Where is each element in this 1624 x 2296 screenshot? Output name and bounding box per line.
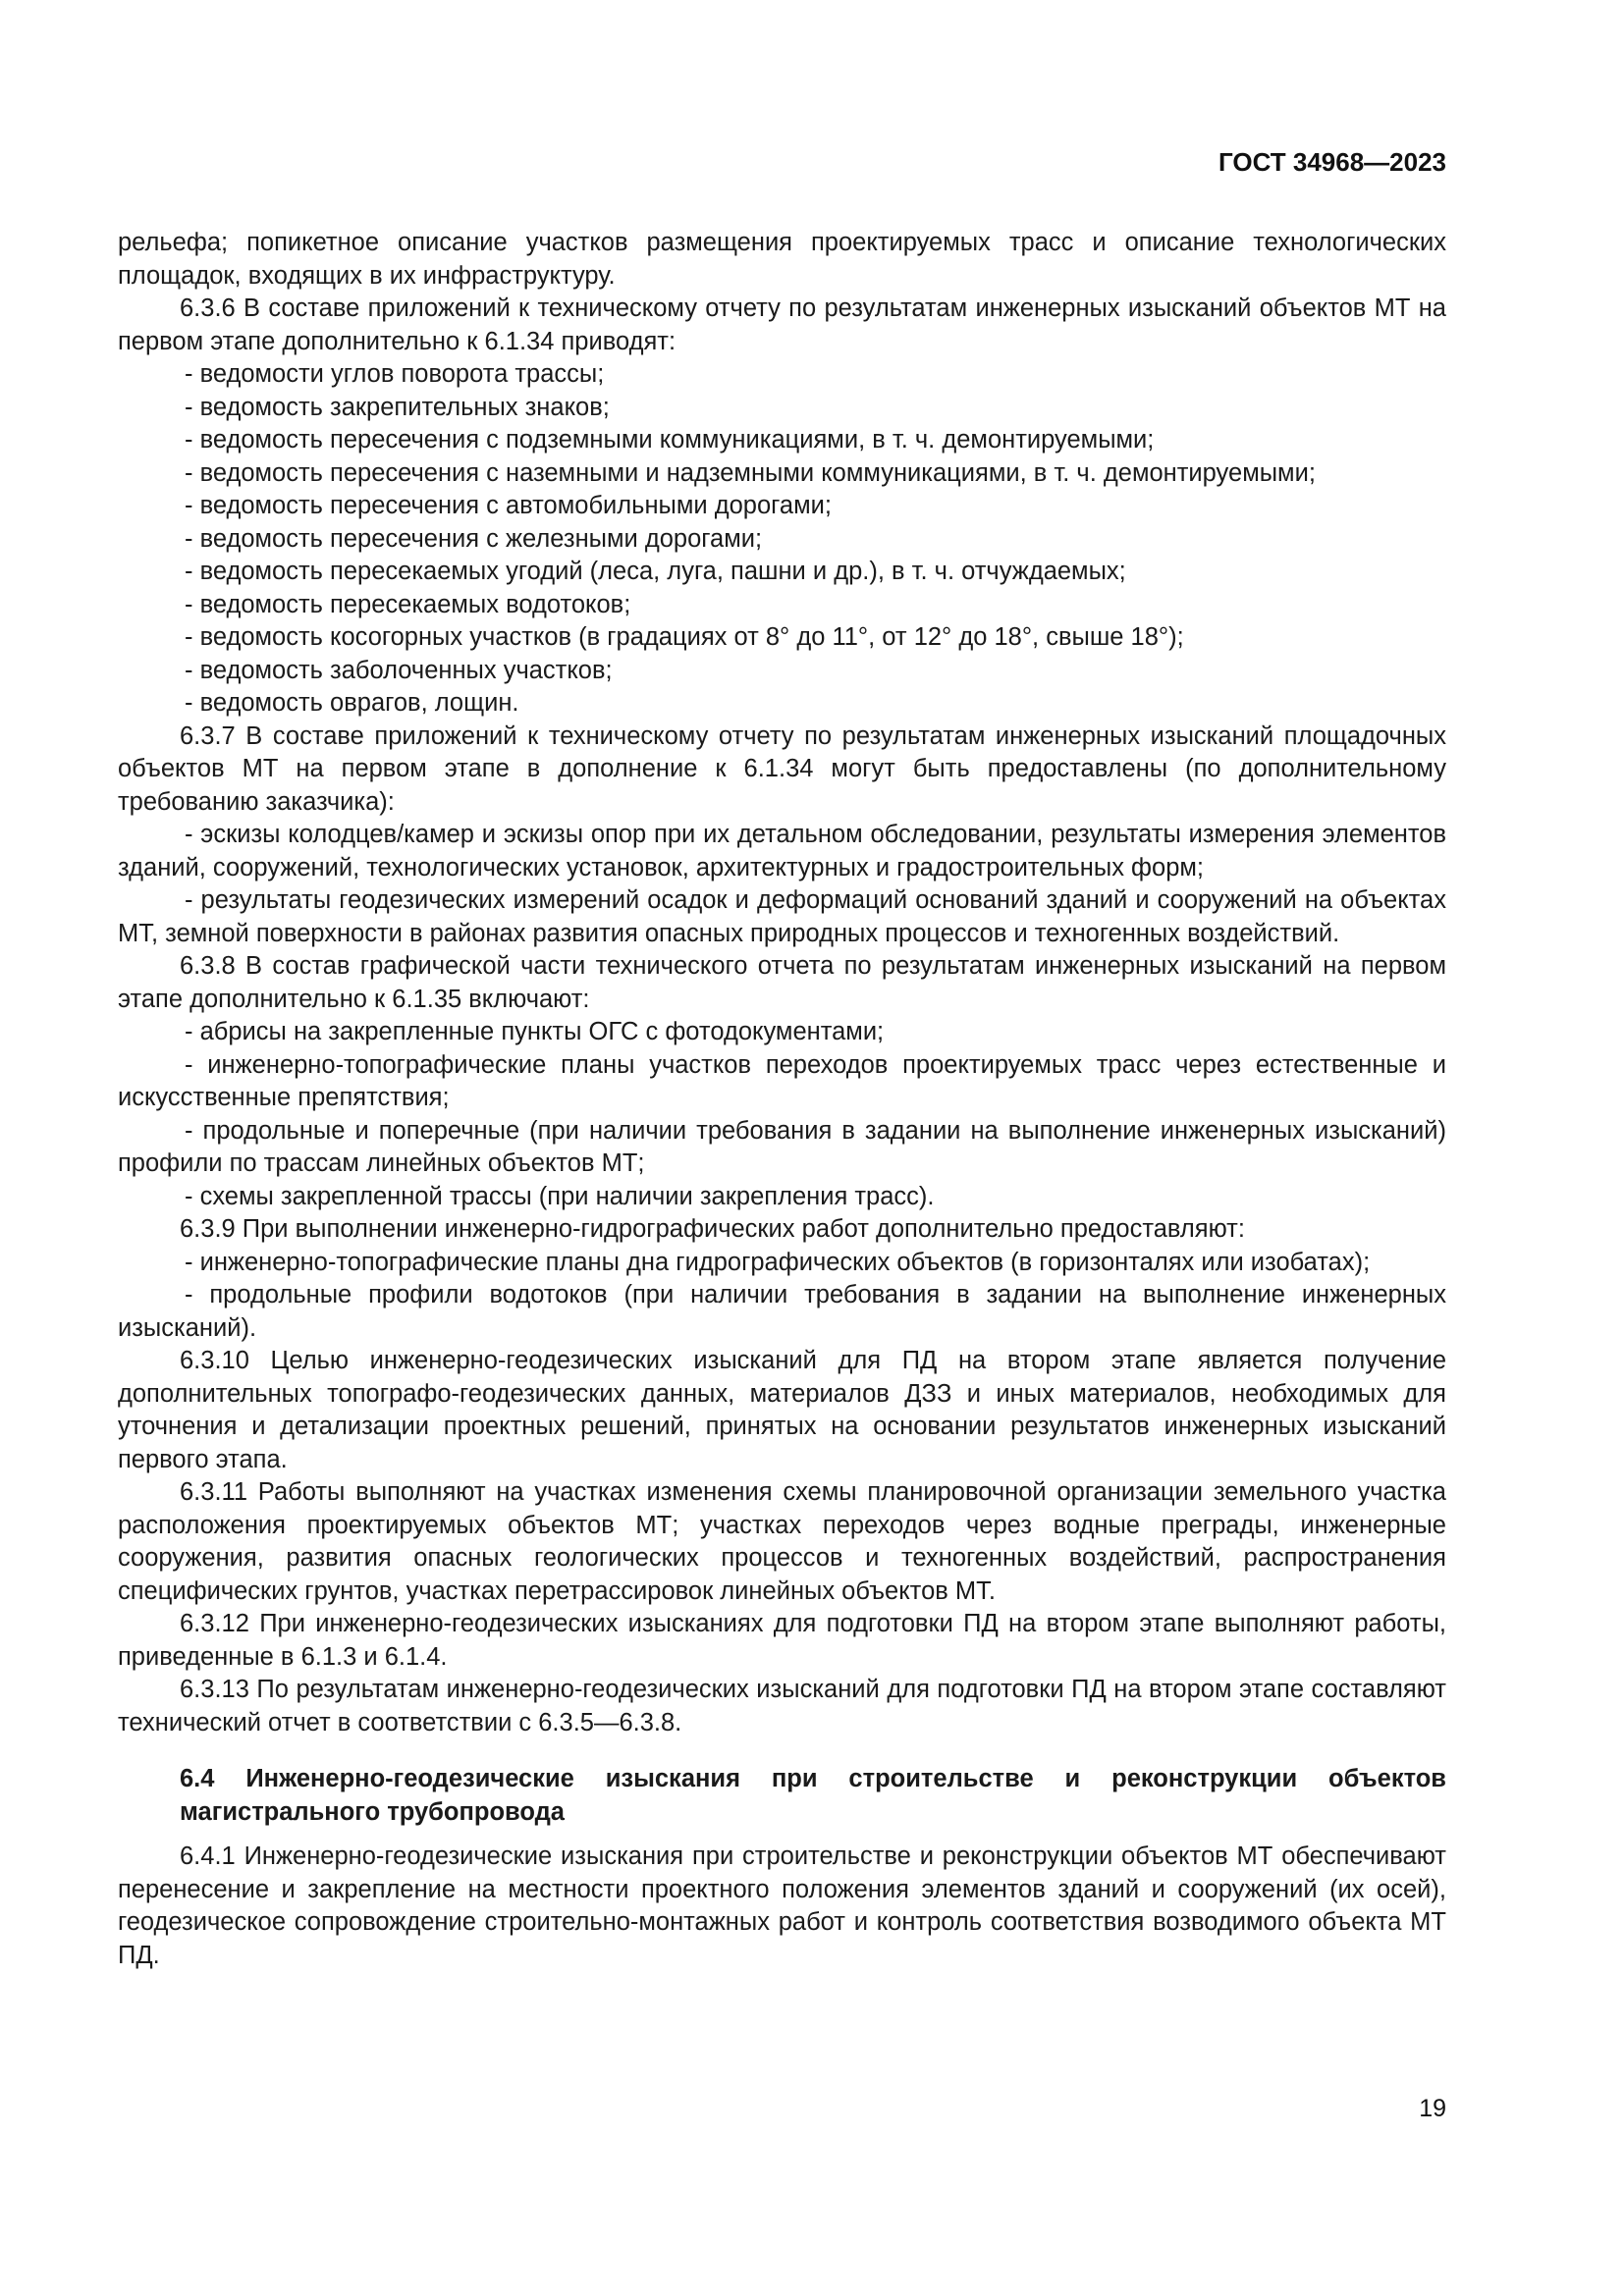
list-item: - ведомость пересечения с наземными и надземными коммуникациями, в т. ч. демонтируемыми; bbox=[185, 458, 1316, 487]
paragraph-continuation: рельефа; попикетное описание участков размещения проектируемых трасс и описание технологических площадок, входящих в их инфраструктуру. bbox=[118, 229, 1446, 290]
paragraph-6-3-7: 6.3.7 В составе приложений к техническому отчету по результатам инженерных изысканий площадочных объектов МТ на первом этапе в дополнение к 6.1.34 могут быть предоставлены (по дополнительному требованию заказчика): bbox=[118, 721, 1446, 816]
document-body bbox=[118, 227, 1446, 1972]
page-number: 19 bbox=[1419, 2095, 1446, 2122]
list-item: - ведомость пересечения с подземными коммуникациями, в т. ч. демонтируемыми; bbox=[185, 426, 1155, 454]
list-item: - ведомость пересечения с железными дорогами; bbox=[185, 524, 763, 553]
paragraph-6-3-9: 6.3.9 При выполнении инженерно-гидрографических работ дополнительно предоставляют: bbox=[180, 1215, 1245, 1243]
paragraph-6-3-6: 6.3.6 В составе приложений к техническому отчету по результатам инженерных изысканий объектов МТ на первом этапе дополнительно к 6.1.34 приводят: bbox=[118, 294, 1446, 355]
list-item: - эскизы колодцев/камер и эскизы опор при их детальном обследовании, результаты измерения элементов зданий, сооружений, технологических установок, архитектурных и градостроительных форм; bbox=[118, 821, 1446, 881]
list-item: - продольные профили водотоков (при наличии требования в задании на выполнение инженерных изысканий). bbox=[118, 1281, 1446, 1342]
list-item: - ведомость пересечения с автомобильными дорогами; bbox=[185, 492, 832, 519]
paragraph-6-4-1: 6.4.1 Инженерно-геодезические изыскания при строительстве и реконструкции объектов МТ обеспечивают перенесение и закрепление на местности проектного положения элементов зданий и сооружений (их осей), геодезическое сопровождение строительно-монтажных работ и контроль соответствия возводимого объекта МТ ПД. bbox=[118, 1842, 1446, 1969]
list-item: - результаты геодезических измерений осадок и деформаций оснований зданий и сооружений на объектах МТ, земной поверхности в районах развития опасных природных процессов и техногенных воздействий. bbox=[118, 886, 1446, 947]
section-heading-6-4: 6.4 Инженерно-геодезические изыскания при строительстве и реконструкции объектов магистрального трубопровода bbox=[180, 1765, 1446, 1826]
paragraph-6-3-13: 6.3.13 По результатам инженерно-геодезических изысканий для подготовки ПД на втором этапе составляют технический отчет в соответствии с 6.3.5—6.3.8. bbox=[118, 1676, 1446, 1736]
paragraph-6-3-11: 6.3.11 Работы выполняют на участках изменения схемы планировочной организации земельного участка расположения проектируемых объектов МТ; участках переходов через водные преграды, инженерные сооружения, развития опасных геологических процессов и техногенных воздействий, распространения специфических грунтов, участках перетрассировок линейных объектов МТ. bbox=[118, 1478, 1446, 1605]
paragraph-6-3-8: 6.3.8 В состав графической части технического отчета по результатам инженерных изысканий на первом этапе дополнительно к 6.1.35 включают: bbox=[118, 952, 1446, 1013]
paragraph-6-3-10: 6.3.10 Целью инженерно-геодезических изысканий для ПД на втором этапе является получение дополнительных топографо-геодезических данных, материалов ДЗЗ и иных материалов, необходимых для уточнения и детализации проектных решений, принятых на основании результатов инженерных изысканий первого этапа. bbox=[118, 1347, 1446, 1473]
list-item: - ведомость косогорных участков (в градациях от 8° до 11°, от 12° до 18°, свыше 18°); bbox=[185, 623, 1184, 651]
list-item: - ведомость пересекаемых угодий (леса, луга, пашни и др.), в т. ч. отчуждаемых; bbox=[185, 558, 1126, 585]
list-item: - ведомость пересекаемых водотоков; bbox=[185, 590, 631, 618]
list-item: - абрисы на закрепленные пункты ОГС с фотодокументами; bbox=[185, 1018, 885, 1045]
list-item: - ведомость заболоченных участков; bbox=[185, 656, 613, 684]
document-header: ГОСТ 34968—2023 bbox=[1218, 147, 1446, 177]
list-item: - инженерно-топографические планы участков переходов проектируемых трасс через естественные и искусственные препятствия; bbox=[118, 1050, 1446, 1111]
list-item: - инженерно-топографические планы дна гидрографических объектов (в горизонталях или изобатах); bbox=[185, 1248, 1371, 1276]
list-item: - ведомости углов поворота трассы; bbox=[185, 360, 605, 388]
list-item: - продольные и поперечные (при наличии требования в задании на выполнение инженерных изысканий) профили по трассам линейных объектов МТ; bbox=[118, 1116, 1446, 1177]
list-item: - ведомость оврагов, лощин. bbox=[185, 689, 519, 717]
list-item: - схемы закрепленной трассы (при наличии закрепления трасс). bbox=[185, 1182, 935, 1210]
list-item: - ведомость закрепительных знаков; bbox=[185, 393, 610, 421]
paragraph-6-3-12: 6.3.12 При инженерно-геодезических изысканиях для подготовки ПД на втором этапе выполняют работы, приведенные в 6.1.3 и 6.1.4. bbox=[118, 1610, 1446, 1671]
list-6-3-6 bbox=[118, 358, 1446, 721]
